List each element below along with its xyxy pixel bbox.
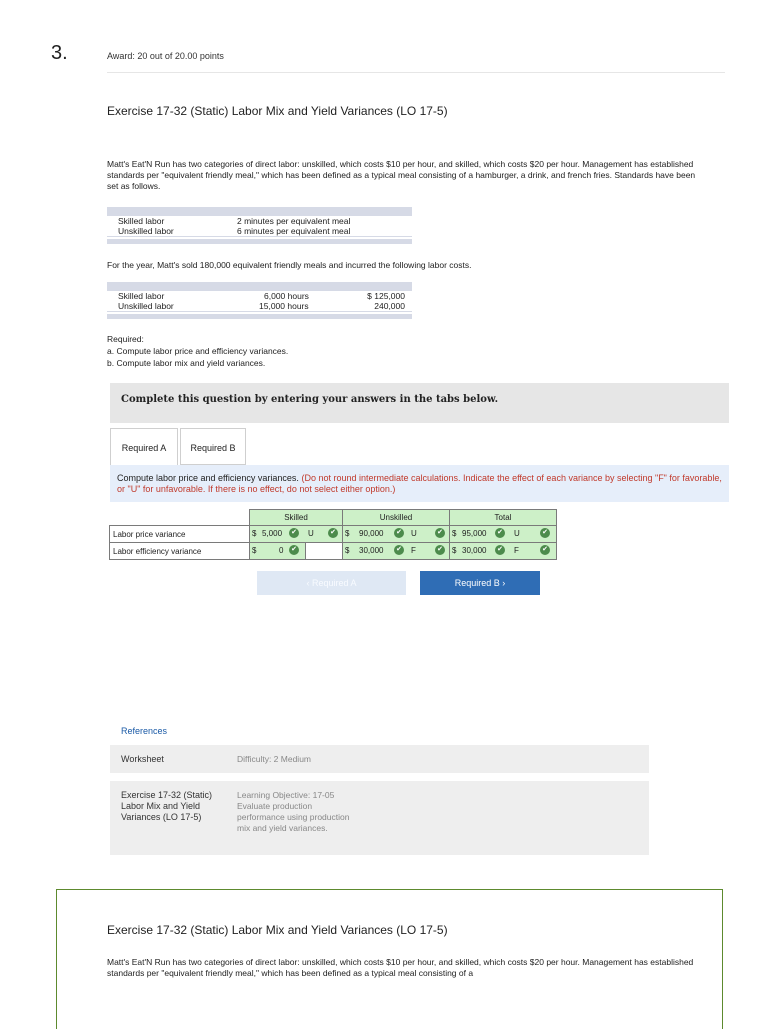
question-number: 3. bbox=[51, 42, 68, 64]
learning-objective: Learning Objective: 17-05 Evaluate production performance using production mix and yield variances. bbox=[237, 790, 350, 833]
divider bbox=[107, 72, 725, 73]
reference-worksheet bbox=[110, 745, 649, 773]
next-button-label: Required B › bbox=[454, 578, 506, 588]
row-label: Labor price variance bbox=[110, 526, 250, 543]
row-label: Labor efficiency variance bbox=[110, 543, 250, 560]
check-icon: ✔ bbox=[394, 545, 404, 555]
cost-hours: 15,000 hours bbox=[259, 301, 309, 311]
instruction-note: (Do not round intermediate calculations. Indicate the effect of each variance by selecting "F" for favorable, or "U" for unfavorable. If there is no effect, do not select either option.) bbox=[117, 473, 722, 494]
tab-required-b[interactable] bbox=[180, 428, 246, 465]
intro-paragraph: Matt's Eat'N Run has two categories of direct labor: unskilled, which costs $10 per hour, and skilled, which costs $20 per hour. Management has established standards per "equivalent friendly meal," which has been defined as a typical meal consisting of a hamburger, a drink, and french fries. Standards have been set as follows. bbox=[107, 159, 696, 191]
amount-input[interactable]: 5,000 bbox=[262, 529, 283, 538]
amount-input[interactable]: 90,000 bbox=[359, 529, 384, 538]
exercise-ref: Exercise 17-32 (Static) Labor Mix and Yield Variances (LO 17-5) bbox=[121, 790, 213, 822]
unskilled-efficiency-cell[interactable]: $ 30,000 ✔ F ✔ bbox=[343, 543, 450, 560]
next-intro-paragraph: Matt's Eat'N Run has two categories of direct labor: unskilled, which costs $10 per hour, and skilled, which costs $20 per hour. Management has established standards per "equivalent friendly meal," which has been defined as a typical meal consisting of a bbox=[107, 957, 694, 978]
cost-label: Skilled labor bbox=[118, 291, 165, 301]
effect-select[interactable]: U bbox=[308, 529, 314, 538]
costs-row bbox=[107, 291, 412, 301]
table-row bbox=[110, 526, 557, 543]
standards-value: 2 minutes per equivalent meal bbox=[237, 216, 351, 226]
effect-select[interactable]: U bbox=[514, 529, 520, 538]
year-text: For the year, Matt's sold 180,000 equivalent friendly meals and incurred the following labor costs. bbox=[107, 260, 472, 270]
standards-value: 6 minutes per equivalent meal bbox=[237, 226, 351, 236]
next-exercise-title: Exercise 17-32 (Static) Labor Mix and Yield Variances (LO 17-5) bbox=[107, 923, 448, 937]
check-icon: ✔ bbox=[289, 545, 299, 555]
next-button[interactable] bbox=[420, 571, 540, 595]
cost-hours: 6,000 hours bbox=[264, 291, 309, 301]
standards-label: Unskilled labor bbox=[118, 226, 174, 236]
standards-row bbox=[107, 226, 412, 237]
amount-input[interactable]: 30,000 bbox=[462, 546, 487, 555]
costs-row bbox=[107, 301, 412, 312]
column-header: Skilled bbox=[250, 510, 343, 526]
amount-input[interactable]: 0 bbox=[279, 546, 284, 555]
required-a: a. Compute labor price and efficiency variances. bbox=[107, 346, 289, 356]
instruction-box bbox=[110, 465, 729, 502]
check-icon: ✔ bbox=[328, 528, 338, 538]
column-header: Total bbox=[450, 510, 557, 526]
cost-label: Unskilled labor bbox=[118, 301, 174, 311]
prev-button[interactable] bbox=[257, 571, 406, 595]
required-section bbox=[107, 333, 288, 369]
complete-banner bbox=[110, 383, 729, 423]
required-heading: Required: bbox=[107, 334, 144, 344]
total-efficiency-cell[interactable]: $ 30,000 ✔ F ✔ bbox=[450, 543, 557, 560]
difficulty-text: Difficulty: 2 Medium bbox=[237, 754, 312, 764]
award-text: Award: 20 out of 20.00 points bbox=[107, 51, 224, 61]
effect-select[interactable]: F bbox=[514, 546, 519, 555]
standards-row bbox=[107, 216, 412, 226]
check-icon: ✔ bbox=[540, 528, 550, 538]
worksheet-label: Worksheet bbox=[121, 754, 164, 764]
standards-label: Skilled labor bbox=[118, 216, 165, 226]
amount-input[interactable]: 30,000 bbox=[359, 546, 384, 555]
effect-select[interactable]: F bbox=[411, 546, 416, 555]
exercise-title: Exercise 17-32 (Static) Labor Mix and Yield Variances (LO 17-5) bbox=[107, 104, 448, 118]
check-icon: ✔ bbox=[394, 528, 404, 538]
check-icon: ✔ bbox=[495, 528, 505, 538]
instruction-main: Compute labor price and efficiency variances. bbox=[117, 473, 299, 483]
amount-input[interactable]: 95,000 bbox=[462, 529, 487, 538]
tab-label: Required A bbox=[121, 443, 167, 453]
tab-required-a[interactable] bbox=[110, 428, 178, 466]
reference-exercise bbox=[110, 781, 649, 855]
skilled-efficiency-cell[interactable]: $ 0 ✔ bbox=[250, 543, 343, 560]
tab-label: Required B bbox=[190, 443, 236, 453]
required-b: b. Compute labor mix and yield variances. bbox=[107, 358, 266, 368]
check-icon: ✔ bbox=[495, 545, 505, 555]
variance-table bbox=[109, 509, 557, 560]
column-header: Unskilled bbox=[343, 510, 450, 526]
effect-select[interactable]: U bbox=[411, 529, 417, 538]
complete-banner-text: Complete this question by entering your answers in the tabs below. bbox=[121, 394, 499, 405]
cost-amount: 240,000 bbox=[374, 301, 405, 311]
prev-button-label: ‹ Required A bbox=[306, 578, 357, 588]
skilled-price-cell[interactable]: $ 5,000 ✔ U ✔ bbox=[250, 526, 343, 543]
check-icon: ✔ bbox=[435, 528, 445, 538]
unskilled-price-cell[interactable]: $ 90,000 ✔ U ✔ bbox=[343, 526, 450, 543]
references-link[interactable]: References bbox=[121, 726, 168, 736]
total-price-cell[interactable]: $ 95,000 ✔ U ✔ bbox=[450, 526, 557, 543]
costs-table bbox=[107, 282, 412, 319]
standards-table bbox=[107, 207, 412, 244]
check-icon: ✔ bbox=[540, 545, 550, 555]
check-icon: ✔ bbox=[435, 545, 445, 555]
check-icon: ✔ bbox=[289, 528, 299, 538]
table-row bbox=[110, 543, 557, 560]
cost-amount: $ 125,000 bbox=[367, 291, 405, 301]
